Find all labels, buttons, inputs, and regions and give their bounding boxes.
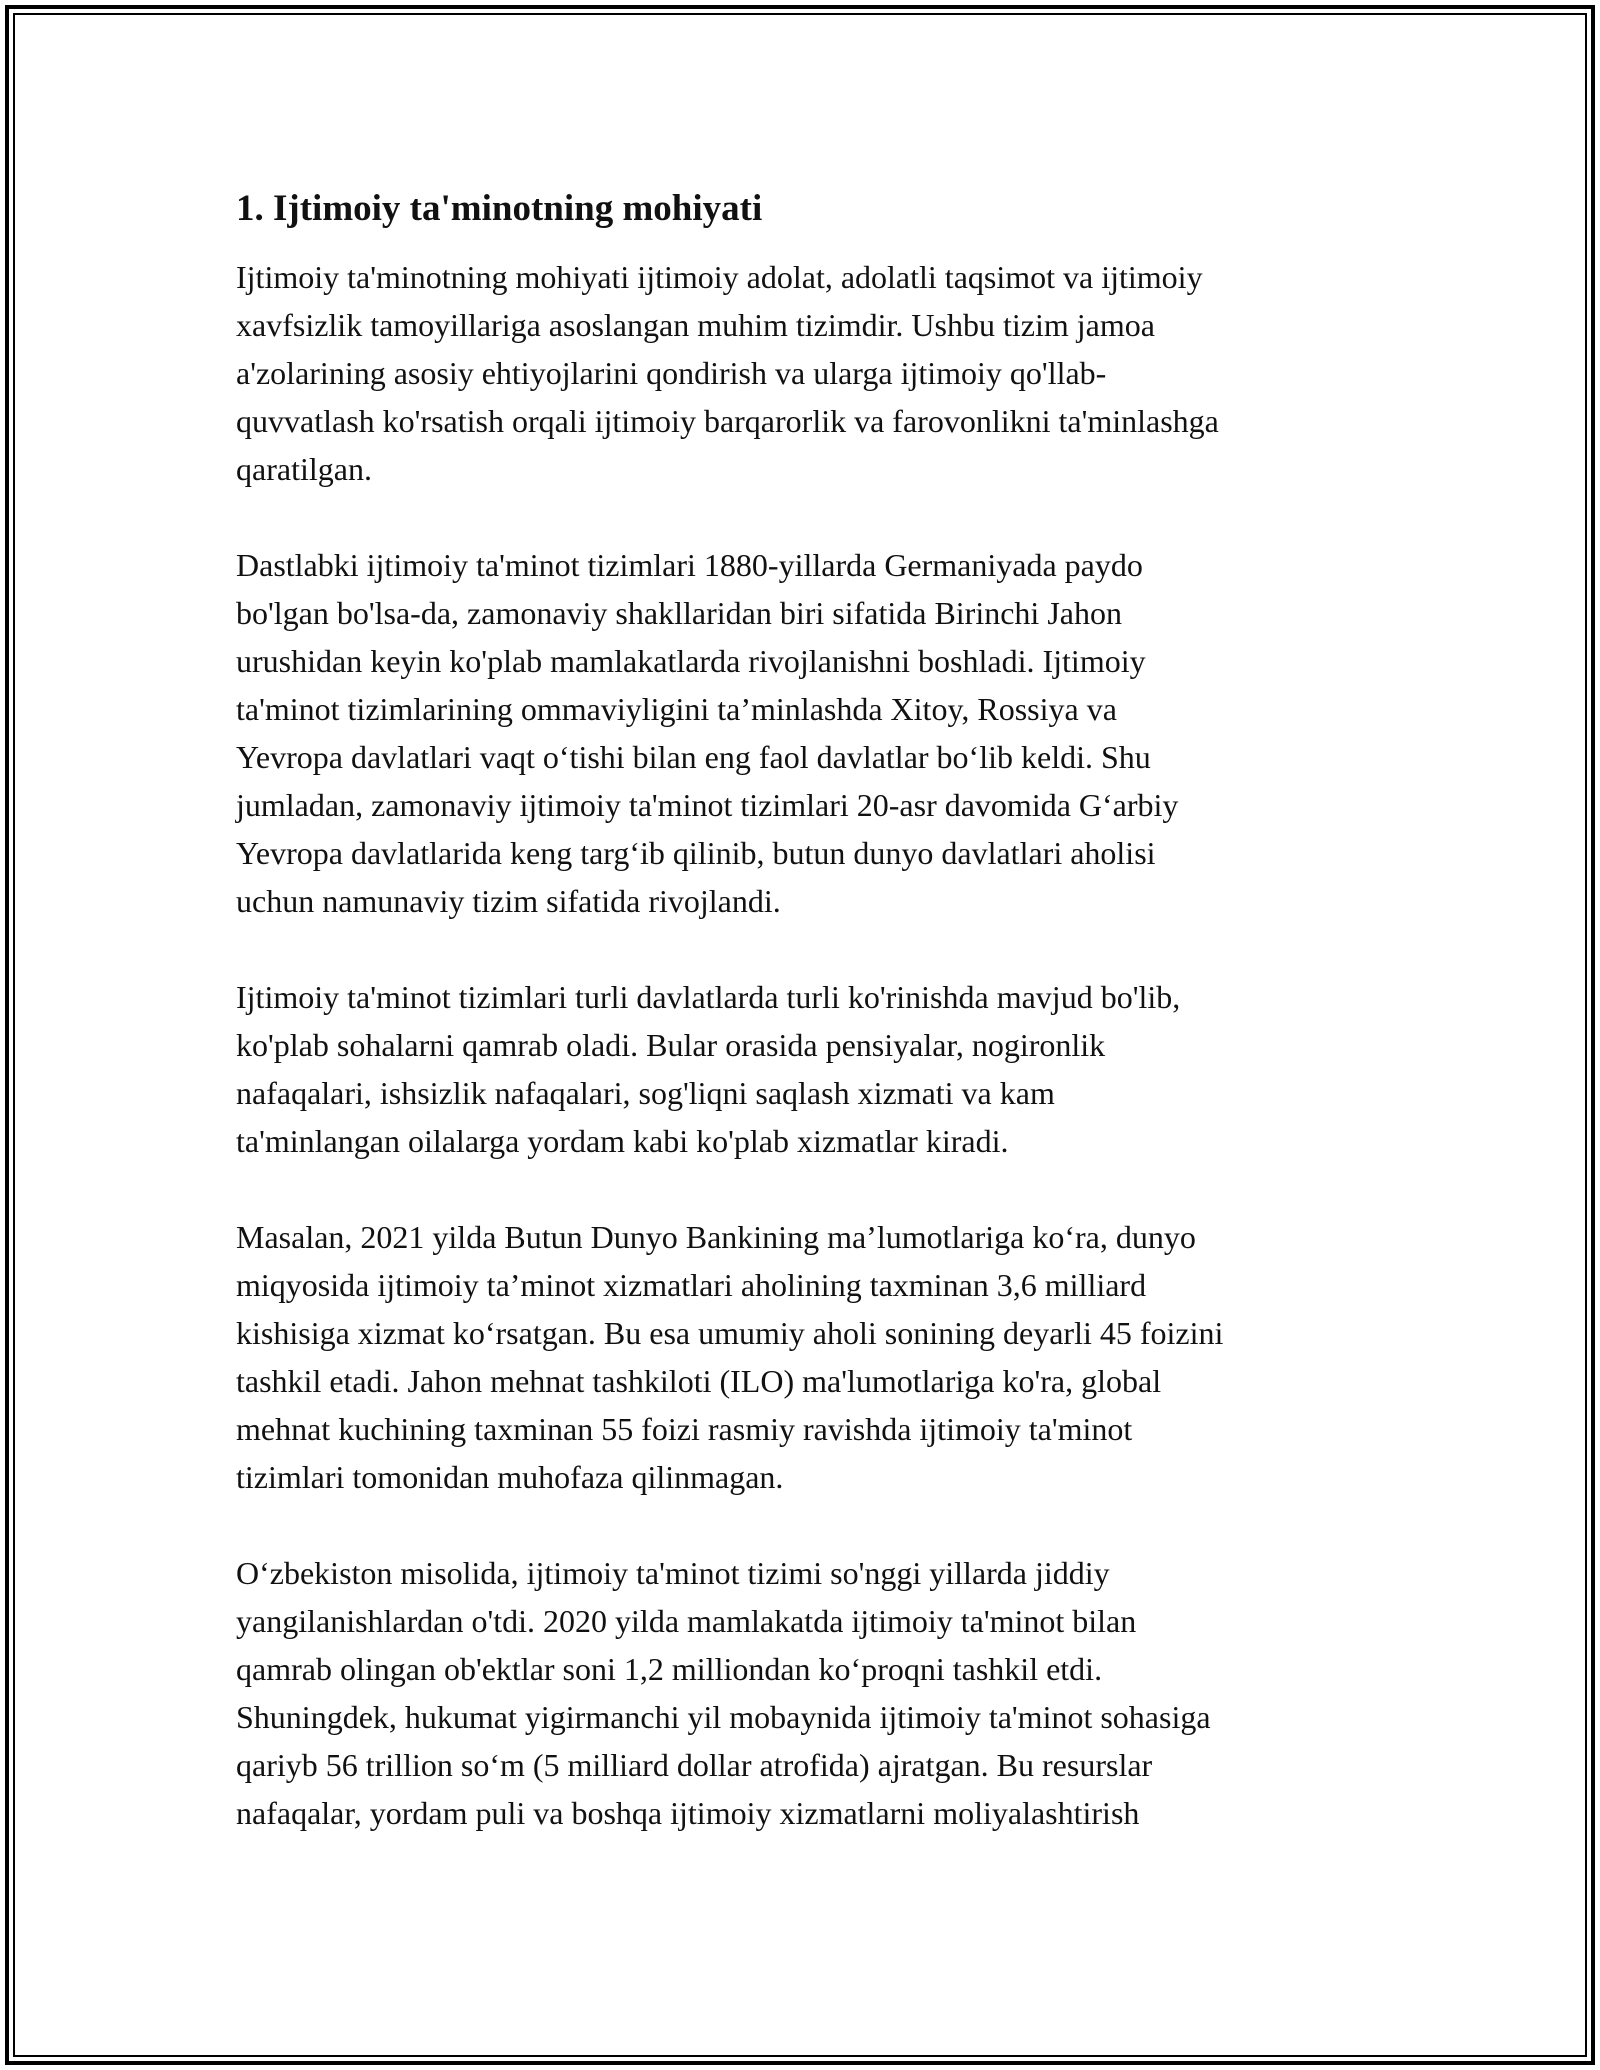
paragraph-line: qariyb 56 trillion so‘m (5 milliard dollar atrofida) ajratgan. Bu resurslar — [236, 1747, 1153, 1783]
paragraph-line: bo'lgan bo'lsa-da, zamonaviy shakllaridan biri sifatida Birinchi Jahon — [236, 595, 1122, 631]
paragraph-line: qaratilgan. — [236, 451, 372, 487]
paragraph-line: Ijtimoiy ta'minotning mohiyati ijtimoiy adolat, adolatli taqsimot va ijtimoiy — [236, 259, 1203, 295]
paragraph-line: ta'minlangan oilalarga yordam kabi ko'plab xizmatlar kiradi. — [236, 1123, 1009, 1159]
paragraph-line: urushidan keyin ko'plab mamlakatlarda rivojlanishni boshladi. Ijtimoiy — [236, 643, 1146, 679]
section-heading: 1. Ijtimoiy ta'minotning mohiyati — [236, 188, 763, 229]
paragraph-line: jumladan, zamonaviy ijtimoiy ta'minot tizimlari 20-asr davomida G‘arbiy — [236, 787, 1179, 823]
paragraph-line: Shuningdek, hukumat yigirmanchi yil mobaynida ijtimoiy ta'minot sohasiga — [236, 1699, 1211, 1735]
paragraph-line: mehnat kuchining taxminan 55 foizi rasmiy ravishda ijtimoiy ta'minot — [236, 1411, 1133, 1447]
paragraph-line: Ijtimoiy ta'minot tizimlari turli davlatlarda turli ko'rinishda mavjud bo'lib, — [236, 979, 1181, 1015]
paragraph-line: Dastlabki ijtimoiy ta'minot tizimlari 1880-yillarda Germaniyada paydo — [236, 547, 1143, 583]
paragraph-statistics — [236, 1213, 1386, 1501]
paragraph-line: Masalan, 2021 yilda Butun Dunyo Bankining ma’lumotlariga ko‘ra, dunyo — [236, 1219, 1196, 1255]
paragraph-line: ko'plab sohalarni qamrab oladi. Bular orasida pensiyalar, nogironlik — [236, 1027, 1106, 1063]
paragraph-line: yangilanishlardan o'tdi. 2020 yilda mamlakatda ijtimoiy ta'minot bilan — [236, 1603, 1137, 1639]
document-page — [236, 185, 1386, 1885]
paragraph-line: a'zolarining asosiy ehtiyojlarini qondirish va ularga ijtimoiy qo'llab- — [236, 355, 1107, 391]
paragraph-essence — [236, 253, 1386, 493]
paragraph-line: nafaqalar, yordam puli va boshqa ijtimoiy xizmatlarni moliyalashtirish — [236, 1795, 1140, 1831]
paragraph-line: nafaqalari, ishsizlik nafaqalari, sog'liqni saqlash xizmati va kam — [236, 1075, 1055, 1111]
paragraph-line: Yevropa davlatlari vaqt o‘tishi bilan eng faol davlatlar bo‘lib keldi. Shu — [236, 739, 1151, 775]
paragraph-line: O‘zbekiston misolida, ijtimoiy ta'minot tizimi so'nggi yillarda jiddiy — [236, 1555, 1110, 1591]
paragraph-line: Yevropa davlatlarida keng targ‘ib qilinib, butun dunyo davlatlari aholisi — [236, 835, 1156, 871]
paragraph-line: tashkil etadi. Jahon mehnat tashkiloti (ILO) ma'lumotlariga ko'ra, global — [236, 1363, 1162, 1399]
paragraph-line: quvvatlash ko'rsatish orqali ijtimoiy barqarorlik va farovonlikni ta'minlashga — [236, 403, 1219, 439]
paragraph-line: xavfsizlik tamoyillariga asoslangan muhim tizimdir. Ushbu tizim jamoa — [236, 307, 1155, 343]
paragraph-line: qamrab olingan ob'ektlar soni 1,2 milliondan ko‘proqni tashkil etdi. — [236, 1651, 1103, 1687]
paragraph-forms — [236, 973, 1386, 1165]
paragraph-line: kishisiga xizmat ko‘rsatgan. Bu esa umumiy aholi sonining deyarli 45 foizini — [236, 1315, 1224, 1351]
paragraph-line: tizimlari tomonidan muhofaza qilinmagan. — [236, 1459, 784, 1495]
paragraph-line: miqyosida ijtimoiy ta’minot xizmatlari aholining taxminan 3,6 milliard — [236, 1267, 1147, 1303]
paragraph-line: ta'minot tizimlarining ommaviyligini ta’minlashda Xitoy, Rossiya va — [236, 691, 1117, 727]
paragraph-uzbekistan — [236, 1549, 1386, 1837]
paragraph-history — [236, 541, 1386, 925]
paragraph-line: uchun namunaviy tizim sifatida rivojlandi. — [236, 883, 781, 919]
